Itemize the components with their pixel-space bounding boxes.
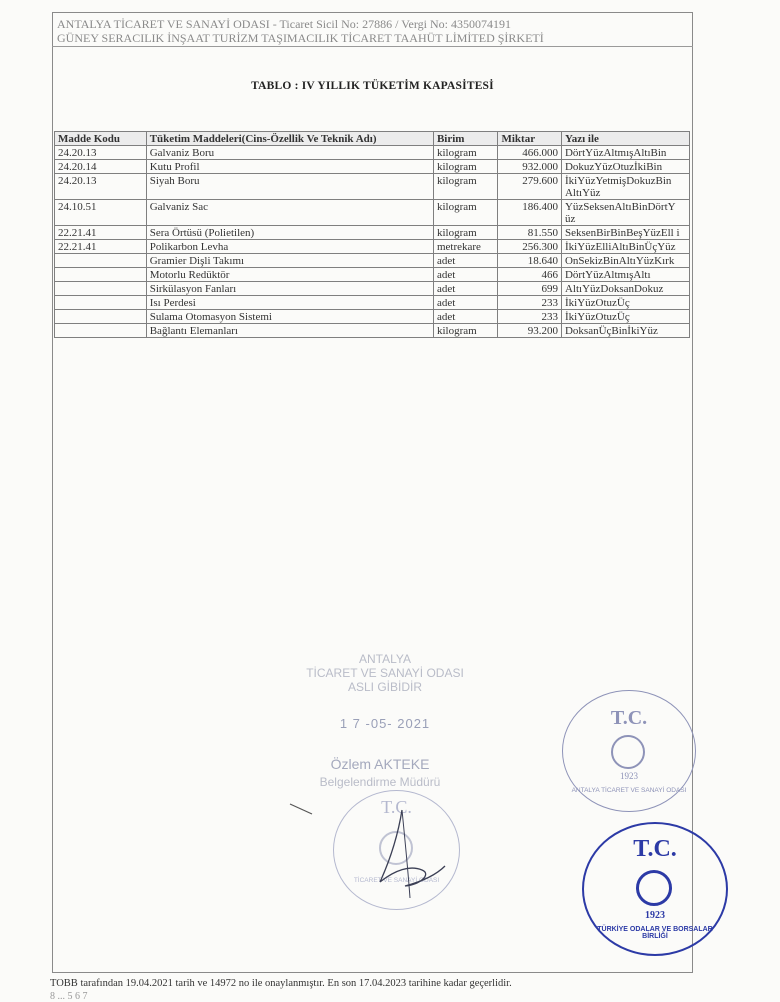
table-body <box>55 146 690 338</box>
table-row <box>55 174 690 200</box>
cell-unit: adet <box>433 310 498 324</box>
document-header <box>57 17 691 45</box>
seal-center-text: T.C. <box>610 707 648 729</box>
cell-code: 22.21.41 <box>55 240 147 254</box>
cell-item-name: Galvaniz Sac <box>146 200 433 226</box>
cell-unit: adet <box>433 268 498 282</box>
table-row <box>55 240 690 254</box>
cell-code: 24.10.51 <box>55 200 147 226</box>
cell-quantity: 279.600 <box>498 174 562 200</box>
cell-unit: kilogram <box>433 324 498 338</box>
cell-item-name: Bağlantı Elemanları <box>146 324 433 338</box>
footer-page-ref: 8 ... 5 6 7 <box>50 991 88 1002</box>
col-header-unit: Birim <box>433 132 498 146</box>
table-row <box>55 296 690 310</box>
cell-quantity: 466 <box>498 268 562 282</box>
table-title: TABLO : IV YILLIK TÜKETİM KAPASİTESİ <box>251 80 494 92</box>
cell-quantity: 256.300 <box>498 240 562 254</box>
cell-in-words: DörtYüzAltmışAltı <box>561 268 689 282</box>
cell-in-words: OnSekizBinAltıYüzKırk <box>561 254 689 268</box>
cell-unit: adet <box>433 296 498 310</box>
table-row <box>55 310 690 324</box>
cell-code: 22.21.41 <box>55 226 147 240</box>
cell-in-words: İkiYüzYetmişDokuzBin AltıYüz <box>561 174 689 200</box>
seal-ring-text: ANTALYA TİCARET VE SANAYİ ODASI <box>571 787 687 794</box>
table-header-row <box>55 132 690 146</box>
col-header-in-words: Yazı ile <box>561 132 689 146</box>
cell-quantity: 233 <box>498 310 562 324</box>
cell-unit: kilogram <box>433 226 498 240</box>
cell-quantity: 186.400 <box>498 200 562 226</box>
cell-item-name: Gramier Dişli Takımı <box>146 254 433 268</box>
cell-quantity: 81.550 <box>498 226 562 240</box>
cell-in-words: DoksanÜçBinİkiYüz <box>561 324 689 338</box>
seal-ring-text: TÜRKİYE ODALAR VE BORSALAR BİRLİĞİ <box>597 926 713 940</box>
cell-code <box>55 254 147 268</box>
cell-unit: adet <box>433 254 498 268</box>
footer-approval-text: TOBB tarafından 19.04.2021 tarih ve 14972 no ile onaylanmıştır. En son 17.04.2023 tarihine kadar geçerlidir. <box>50 978 512 989</box>
cell-quantity: 93.200 <box>498 324 562 338</box>
cell-quantity: 466.000 <box>498 146 562 160</box>
cert-org-line3: ASLI GİBİDİR <box>347 680 423 694</box>
cell-code <box>55 268 147 282</box>
cell-quantity: 932.000 <box>498 160 562 174</box>
cell-unit: kilogram <box>433 174 498 200</box>
cell-in-words: DokuzYüzOtuzİkiBin <box>561 160 689 174</box>
col-header-quantity: Miktar <box>498 132 562 146</box>
cert-officer-title: Belgelendirme Müdürü <box>319 775 441 789</box>
cell-unit: adet <box>433 282 498 296</box>
cell-code: 24.20.13 <box>55 174 147 200</box>
cell-in-words: DörtYüzAltmışAltıBin <box>561 146 689 160</box>
cell-in-words: İkiYüzElliAltıBinÜçYüz <box>561 240 689 254</box>
seal-center-text: T.C. <box>381 797 412 817</box>
cell-code <box>55 282 147 296</box>
cert-date: 1 7 -05- 2021 <box>339 716 431 731</box>
col-header-item: Tüketim Maddeleri(Cins-Özellik Ve Teknik Adı) <box>146 132 433 146</box>
cell-in-words: SeksenBirBinBeşYüzEll i <box>561 226 689 240</box>
table-row <box>55 226 690 240</box>
cell-item-name: Siyah Boru <box>146 174 433 200</box>
cell-quantity: 699 <box>498 282 562 296</box>
table-row <box>55 160 690 174</box>
seal-year: 1923 <box>645 910 665 921</box>
crescent-star-icon <box>611 735 645 769</box>
tobb-seal <box>582 822 728 956</box>
table-row <box>55 268 690 282</box>
cell-code <box>55 296 147 310</box>
chamber-seal-right <box>562 690 696 812</box>
cell-in-words: AltıYüzDoksanDokuz <box>561 282 689 296</box>
cell-unit: metrekare <box>433 240 498 254</box>
seal-center-text: T.C. <box>633 836 677 862</box>
table-row <box>55 146 690 160</box>
cell-in-words: İkiYüzOtuzÜç <box>561 310 689 324</box>
cell-unit: kilogram <box>433 200 498 226</box>
cell-quantity: 18.640 <box>498 254 562 268</box>
chamber-info-line: ANTALYA TİCARET VE SANAYİ ODASI - Ticaret Sicil No: 27886 / Vergi No: 4350074191 <box>57 17 511 31</box>
table-row <box>55 200 690 226</box>
cert-org-line2: TİCARET VE SANAYİ ODASI <box>306 666 464 680</box>
cell-item-name: Motorlu Redüktör <box>146 268 433 282</box>
cell-code: 24.20.14 <box>55 160 147 174</box>
cell-item-name: Isı Perdesi <box>146 296 433 310</box>
seal-ring-text: TİCARET VE SANAYİ ODASI <box>353 877 440 884</box>
cell-item-name: Sirkülasyon Fanları <box>146 282 433 296</box>
pen-mark <box>288 800 318 820</box>
table-row <box>55 254 690 268</box>
header-rule <box>52 46 693 47</box>
cell-unit: kilogram <box>433 160 498 174</box>
cell-code: 24.20.13 <box>55 146 147 160</box>
certification-block <box>270 652 500 694</box>
consumption-capacity-table <box>54 131 690 338</box>
signature <box>350 790 470 910</box>
company-name-line: GÜNEY SERACILIK İNŞAAT TURİZM TAŞIMACILIK TİCARET TAAHÜT LİMİTED ŞİRKETİ <box>57 31 544 45</box>
cell-quantity: 233 <box>498 296 562 310</box>
cell-item-name: Sera Örtüsü (Polietilen) <box>146 226 433 240</box>
cert-officer-name: Özlem AKTEKE <box>330 756 430 772</box>
cell-code <box>55 324 147 338</box>
cell-in-words: YüzSeksenAltıBinDörtY üz <box>561 200 689 226</box>
cell-item-name: Galvaniz Boru <box>146 146 433 160</box>
cell-in-words: İkiYüzOtuzÜç <box>561 296 689 310</box>
cell-item-name: Sulama Otomasyon Sistemi <box>146 310 433 324</box>
seal-year: 1923 <box>620 771 638 781</box>
col-header-code: Madde Kodu <box>55 132 147 146</box>
crescent-star-icon <box>636 870 672 906</box>
cell-unit: kilogram <box>433 146 498 160</box>
cell-item-name: Polikarbon Levha <box>146 240 433 254</box>
cert-org-line1: ANTALYA <box>358 652 411 666</box>
cell-item-name: Kutu Profil <box>146 160 433 174</box>
table-row <box>55 324 690 338</box>
cell-code <box>55 310 147 324</box>
table-row <box>55 282 690 296</box>
